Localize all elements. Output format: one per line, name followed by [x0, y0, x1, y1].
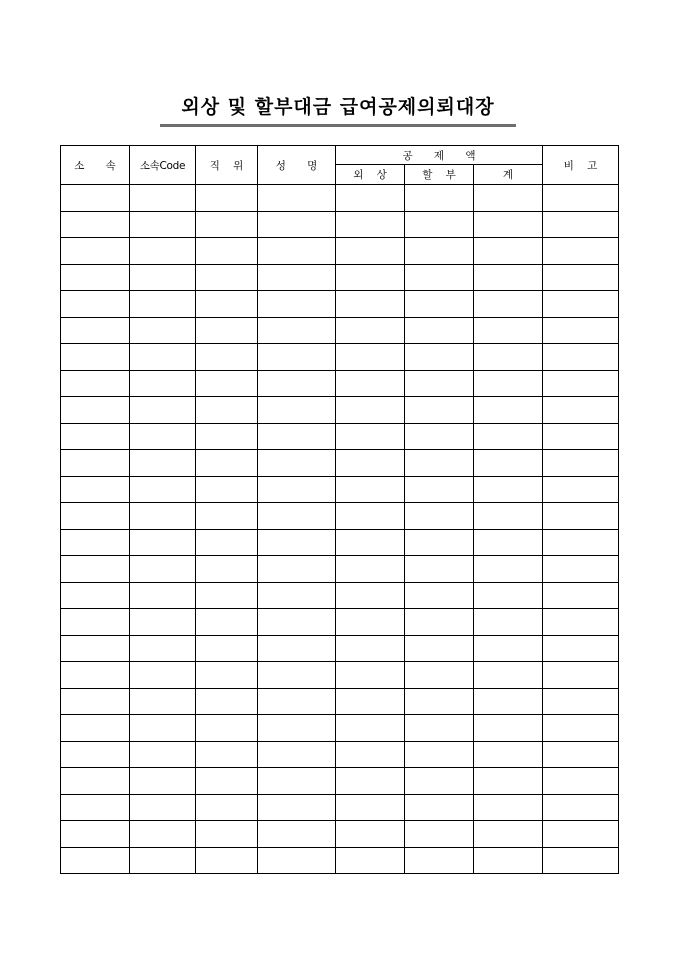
cell-credit: [336, 185, 405, 212]
cell-name: [258, 264, 336, 291]
cell-affiliation: [61, 847, 130, 874]
cell-total: [474, 264, 543, 291]
cell-position: [196, 662, 258, 689]
cell-total: [474, 344, 543, 371]
cell-name: [258, 609, 336, 636]
cell-name: [258, 688, 336, 715]
cell-name: [258, 741, 336, 768]
cell-name: [258, 503, 336, 530]
cell-remarks: [543, 794, 619, 821]
cell-affiliation: [61, 185, 130, 212]
cell-affiliation-code: [130, 476, 196, 503]
cell-credit: [336, 476, 405, 503]
cell-total: [474, 688, 543, 715]
table-row: [61, 662, 619, 689]
table-row: [61, 556, 619, 583]
cell-position: [196, 476, 258, 503]
cell-total: [474, 741, 543, 768]
cell-remarks: [543, 556, 619, 583]
cell-installment: [405, 821, 474, 848]
table-row: [61, 715, 619, 742]
cell-affiliation: [61, 688, 130, 715]
cell-position: [196, 715, 258, 742]
cell-installment: [405, 344, 474, 371]
page-title: 외상 및 할부대금 급여공제의뢰대장: [181, 96, 495, 118]
cell-total: [474, 476, 543, 503]
cell-affiliation-code: [130, 397, 196, 424]
cell-name: [258, 238, 336, 265]
cell-total: [474, 582, 543, 609]
cell-affiliation-code: [130, 662, 196, 689]
cell-total: [474, 768, 543, 795]
cell-affiliation: [61, 556, 130, 583]
header-row-1: [61, 146, 619, 165]
cell-affiliation-code: [130, 211, 196, 238]
cell-name: [258, 344, 336, 371]
cell-name: [258, 450, 336, 477]
cell-position: [196, 450, 258, 477]
cell-affiliation-code: [130, 635, 196, 662]
table-row: [61, 370, 619, 397]
cell-position: [196, 741, 258, 768]
cell-total: [474, 556, 543, 583]
cell-remarks: [543, 821, 619, 848]
cell-position: [196, 847, 258, 874]
cell-total: [474, 635, 543, 662]
table-row: [61, 291, 619, 318]
cell-affiliation: [61, 450, 130, 477]
cell-installment: [405, 211, 474, 238]
cell-position: [196, 370, 258, 397]
cell-affiliation: [61, 794, 130, 821]
cell-installment: [405, 450, 474, 477]
cell-affiliation-code: [130, 344, 196, 371]
cell-affiliation: [61, 344, 130, 371]
cell-name: [258, 715, 336, 742]
table-row: [61, 741, 619, 768]
cell-remarks: [543, 476, 619, 503]
table-row: [61, 768, 619, 795]
cell-credit: [336, 317, 405, 344]
cell-remarks: [543, 662, 619, 689]
table-row: [61, 582, 619, 609]
header-affiliation: 소 속: [61, 146, 130, 185]
cell-remarks: [543, 211, 619, 238]
cell-name: [258, 768, 336, 795]
cell-credit: [336, 582, 405, 609]
table-row: [61, 264, 619, 291]
cell-remarks: [543, 238, 619, 265]
cell-installment: [405, 423, 474, 450]
cell-affiliation: [61, 503, 130, 530]
table-row: [61, 211, 619, 238]
cell-affiliation: [61, 291, 130, 318]
cell-position: [196, 211, 258, 238]
cell-credit: [336, 662, 405, 689]
cell-installment: [405, 185, 474, 212]
cell-affiliation-code: [130, 529, 196, 556]
cell-installment: [405, 794, 474, 821]
cell-total: [474, 821, 543, 848]
cell-name: [258, 582, 336, 609]
cell-total: [474, 317, 543, 344]
cell-credit: [336, 450, 405, 477]
cell-affiliation-code: [130, 688, 196, 715]
cell-affiliation-code: [130, 423, 196, 450]
cell-installment: [405, 847, 474, 874]
cell-credit: [336, 794, 405, 821]
table-row: [61, 450, 619, 477]
cell-credit: [336, 635, 405, 662]
cell-affiliation-code: [130, 794, 196, 821]
cell-affiliation-code: [130, 847, 196, 874]
cell-name: [258, 794, 336, 821]
cell-total: [474, 847, 543, 874]
cell-affiliation: [61, 821, 130, 848]
cell-position: [196, 238, 258, 265]
cell-credit: [336, 370, 405, 397]
cell-installment: [405, 768, 474, 795]
cell-affiliation-code: [130, 556, 196, 583]
cell-name: [258, 211, 336, 238]
table-row: [61, 503, 619, 530]
cell-credit: [336, 423, 405, 450]
cell-installment: [405, 556, 474, 583]
cell-credit: [336, 715, 405, 742]
cell-affiliation: [61, 264, 130, 291]
cell-remarks: [543, 609, 619, 636]
cell-credit: [336, 291, 405, 318]
cell-affiliation: [61, 609, 130, 636]
cell-position: [196, 503, 258, 530]
cell-position: [196, 582, 258, 609]
cell-total: [474, 291, 543, 318]
cell-name: [258, 529, 336, 556]
cell-position: [196, 291, 258, 318]
cell-installment: [405, 476, 474, 503]
cell-total: [474, 185, 543, 212]
cell-affiliation-code: [130, 741, 196, 768]
header-affiliation-code: 소속Code: [130, 146, 196, 185]
cell-name: [258, 423, 336, 450]
cell-installment: [405, 609, 474, 636]
cell-name: [258, 476, 336, 503]
table-row: [61, 847, 619, 874]
cell-credit: [336, 688, 405, 715]
header-credit: 외 상: [336, 165, 405, 185]
cell-position: [196, 264, 258, 291]
cell-position: [196, 609, 258, 636]
cell-affiliation: [61, 238, 130, 265]
table-row: [61, 344, 619, 371]
cell-position: [196, 529, 258, 556]
cell-affiliation-code: [130, 609, 196, 636]
header-installment: 할 부: [405, 165, 474, 185]
cell-credit: [336, 609, 405, 636]
cell-credit: [336, 741, 405, 768]
cell-installment: [405, 264, 474, 291]
cell-total: [474, 423, 543, 450]
cell-remarks: [543, 264, 619, 291]
cell-affiliation-code: [130, 370, 196, 397]
cell-total: [474, 503, 543, 530]
cell-affiliation-code: [130, 821, 196, 848]
cell-affiliation: [61, 397, 130, 424]
header-remarks: 비 고: [543, 146, 619, 185]
table-row: [61, 397, 619, 424]
title-underline: [160, 124, 516, 127]
cell-name: [258, 185, 336, 212]
header-name: 성 명: [258, 146, 336, 185]
cell-remarks: [543, 503, 619, 530]
cell-affiliation-code: [130, 715, 196, 742]
table-row: [61, 185, 619, 212]
table-row: [61, 688, 619, 715]
cell-remarks: [543, 450, 619, 477]
cell-position: [196, 635, 258, 662]
cell-name: [258, 370, 336, 397]
cell-credit: [336, 529, 405, 556]
cell-affiliation: [61, 370, 130, 397]
cell-total: [474, 662, 543, 689]
cell-installment: [405, 582, 474, 609]
cell-position: [196, 688, 258, 715]
cell-credit: [336, 503, 405, 530]
cell-remarks: [543, 635, 619, 662]
cell-name: [258, 317, 336, 344]
cell-total: [474, 450, 543, 477]
cell-name: [258, 556, 336, 583]
cell-remarks: [543, 370, 619, 397]
cell-total: [474, 609, 543, 636]
cell-remarks: [543, 423, 619, 450]
cell-position: [196, 397, 258, 424]
table-row: [61, 423, 619, 450]
cell-affiliation: [61, 211, 130, 238]
cell-name: [258, 847, 336, 874]
cell-name: [258, 397, 336, 424]
cell-remarks: [543, 688, 619, 715]
cell-affiliation: [61, 529, 130, 556]
cell-total: [474, 370, 543, 397]
cell-total: [474, 529, 543, 556]
cell-position: [196, 317, 258, 344]
table-row: [61, 476, 619, 503]
cell-position: [196, 821, 258, 848]
cell-affiliation-code: [130, 185, 196, 212]
cell-installment: [405, 291, 474, 318]
cell-affiliation-code: [130, 264, 196, 291]
header-deduction-amount: 공 제 액: [336, 146, 543, 165]
cell-remarks: [543, 741, 619, 768]
table-row: [61, 609, 619, 636]
table-row: [61, 238, 619, 265]
cell-total: [474, 794, 543, 821]
cell-affiliation: [61, 662, 130, 689]
header-position: 직 위: [196, 146, 258, 185]
cell-affiliation: [61, 635, 130, 662]
cell-affiliation-code: [130, 582, 196, 609]
cell-position: [196, 423, 258, 450]
cell-remarks: [543, 768, 619, 795]
cell-credit: [336, 264, 405, 291]
cell-total: [474, 211, 543, 238]
cell-name: [258, 635, 336, 662]
cell-affiliation: [61, 476, 130, 503]
cell-credit: [336, 821, 405, 848]
cell-affiliation: [61, 741, 130, 768]
cell-installment: [405, 662, 474, 689]
cell-credit: [336, 238, 405, 265]
cell-name: [258, 821, 336, 848]
header-total: 계: [474, 165, 543, 185]
cell-credit: [336, 768, 405, 795]
cell-credit: [336, 211, 405, 238]
cell-name: [258, 662, 336, 689]
cell-name: [258, 291, 336, 318]
deduction-ledger-table: [60, 145, 619, 874]
cell-affiliation: [61, 768, 130, 795]
table-row: [61, 529, 619, 556]
cell-remarks: [543, 317, 619, 344]
cell-remarks: [543, 529, 619, 556]
cell-position: [196, 768, 258, 795]
cell-total: [474, 238, 543, 265]
cell-position: [196, 185, 258, 212]
cell-remarks: [543, 847, 619, 874]
cell-total: [474, 715, 543, 742]
table-row: [61, 821, 619, 848]
cell-affiliation-code: [130, 317, 196, 344]
cell-remarks: [543, 715, 619, 742]
cell-affiliation: [61, 582, 130, 609]
cell-remarks: [543, 291, 619, 318]
cell-credit: [336, 847, 405, 874]
cell-position: [196, 556, 258, 583]
cell-installment: [405, 715, 474, 742]
cell-remarks: [543, 185, 619, 212]
cell-affiliation-code: [130, 450, 196, 477]
cell-affiliation-code: [130, 238, 196, 265]
cell-installment: [405, 503, 474, 530]
cell-installment: [405, 238, 474, 265]
cell-affiliation-code: [130, 503, 196, 530]
cell-installment: [405, 635, 474, 662]
cell-affiliation: [61, 317, 130, 344]
cell-credit: [336, 397, 405, 424]
cell-affiliation-code: [130, 768, 196, 795]
cell-affiliation: [61, 715, 130, 742]
cell-installment: [405, 529, 474, 556]
cell-remarks: [543, 344, 619, 371]
table-row: [61, 635, 619, 662]
cell-affiliation: [61, 423, 130, 450]
cell-installment: [405, 741, 474, 768]
table-row: [61, 317, 619, 344]
cell-position: [196, 794, 258, 821]
cell-installment: [405, 397, 474, 424]
cell-total: [474, 397, 543, 424]
cell-affiliation-code: [130, 291, 196, 318]
table-row: [61, 794, 619, 821]
cell-credit: [336, 556, 405, 583]
cell-installment: [405, 370, 474, 397]
cell-position: [196, 344, 258, 371]
cell-remarks: [543, 582, 619, 609]
cell-installment: [405, 688, 474, 715]
cell-remarks: [543, 397, 619, 424]
cell-credit: [336, 344, 405, 371]
cell-installment: [405, 317, 474, 344]
